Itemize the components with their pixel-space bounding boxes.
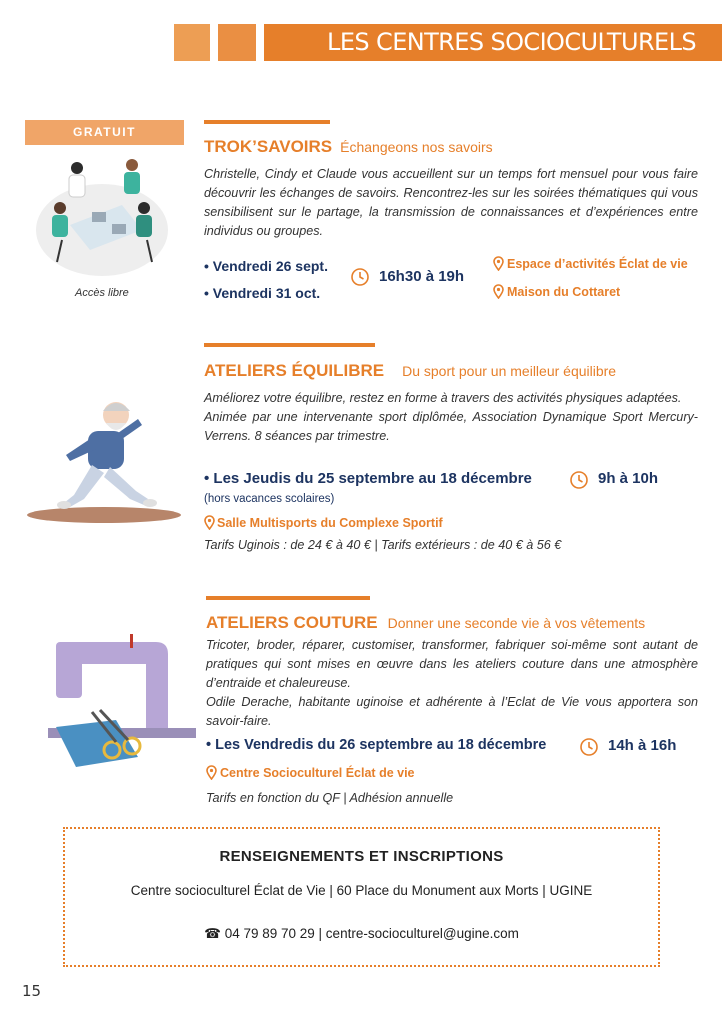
- equilibre-description-1: Améliorez votre équilibre, restez en forme à travers des activités physiques adaptées.: [204, 391, 682, 405]
- couture-description: [206, 636, 698, 731]
- trok-rule: [204, 120, 330, 124]
- header-title: LES CENTRES SOCIOCULTURELS: [327, 28, 696, 56]
- couture-date: • Les Vendredis du 26 septembre au 18 décembre: [206, 737, 547, 753]
- equilibre-title-text: ATELIERS ÉQUILIBRE: [204, 361, 385, 380]
- couture-place: Centre Socioculturel Éclat de vie: [220, 766, 415, 780]
- equilibre-prices: Tarifs Uginois : de 24 € à 40 € | Tarifs extérieurs : de 40 € à 56 €: [204, 538, 562, 552]
- equilibre-date-note: (hors vacances scolaires): [204, 493, 335, 505]
- location-pin-icon: [206, 765, 217, 780]
- page-number: 15: [22, 982, 42, 1000]
- trok-description-text: Christelle, Cindy et Claude vous accueillent sur un temps fort mensuel pour vous faire découvrir les échanges de savoirs. Rencontrez-les sur les soirées thématiques qui vous sensibilisent sur le partage, la transmission de connaissances et d’expériences entre individus ou groupes.: [204, 167, 698, 238]
- location-pin-icon: [204, 515, 215, 530]
- trok-subtitle: Échangeons nos savoirs: [340, 139, 493, 155]
- equilibre-date-text: Les Jeudis du 25 septembre au 18 décembre: [213, 470, 532, 487]
- trok-date-1: • Vendredi 26 sept.: [204, 258, 328, 274]
- equilibre-subtitle: Du sport pour un meilleur équilibre: [402, 363, 617, 379]
- runner-illustration: [26, 395, 184, 527]
- header-banner: [264, 24, 722, 61]
- couture-description-2: Odile Derache, habitante uginoise et adhérente à l’Eclat de Vie vous apportera son savoir-faire.: [206, 695, 698, 728]
- free-badge: GRATUIT: [25, 120, 184, 145]
- meeting-illustration: [32, 150, 172, 280]
- couture-title: [206, 613, 645, 633]
- equilibre-rule: [204, 343, 375, 347]
- trok-date-1-text: Vendredi 26 sept.: [212, 258, 328, 274]
- info-contact-text: 04 79 89 70 29 | centre-socioculturel@ugine.com: [224, 926, 519, 941]
- couture-prices: Tarifs en fonction du QF | Adhésion annuelle: [206, 791, 454, 805]
- info-address: Centre socioculturel Éclat de Vie | 60 Place du Monument aux Morts | UGINE: [130, 883, 593, 898]
- equilibre-time: 9h à 10h: [598, 470, 659, 487]
- equilibre-title: [204, 361, 616, 381]
- couture-description-1: Tricoter, broder, réparer, customiser, transformer, fabriquer soi-même sont autant de pratiques qui sont mises en œuvre dans les ateliers couture dans une atmosphère d’entraide et chaleureuse.: [206, 638, 698, 690]
- clock-icon: [350, 267, 370, 287]
- couture-title-text: ATELIERS COUTURE: [206, 613, 378, 632]
- equilibre-date: • Les Jeudis du 25 septembre au 18 décembre: [204, 470, 532, 487]
- phone-icon: ☎: [204, 926, 221, 941]
- trok-description: [204, 165, 698, 241]
- trok-title-text: TROK’SAVOIRS: [204, 137, 333, 156]
- couture-subtitle: Donner une seconde vie à vos vêtements: [387, 615, 646, 631]
- couture-date-text: Les Vendredis du 26 septembre au 18 décembre: [215, 737, 547, 753]
- equilibre-description: [204, 389, 698, 446]
- header-square-2: [218, 24, 256, 61]
- equilibre-description-2: Animée par une intervenante sport diplômée, Association Dynamique Sport Mercury-Verrens. 8 séances par trimestre.: [204, 410, 698, 443]
- clock-icon: [579, 737, 599, 757]
- info-contact: [65, 926, 658, 942]
- location-pin-icon: [493, 256, 504, 271]
- trok-date-2-text: Vendredi 31 oct.: [212, 285, 321, 301]
- info-title: RENSEIGNEMENTS ET INSCRIPTIONS: [219, 848, 504, 865]
- sewing-machine-illustration: [46, 632, 196, 772]
- couture-time: 14h à 16h: [608, 737, 677, 754]
- trok-place-1: Espace d’activités Éclat de vie: [507, 257, 688, 271]
- info-box: [63, 827, 660, 967]
- equilibre-place: Salle Multisports du Complexe Sportif: [217, 516, 443, 530]
- trok-time: 16h30 à 19h: [379, 268, 465, 285]
- trok-title: [204, 137, 493, 157]
- trok-date-2: • Vendredi 31 oct.: [204, 285, 321, 301]
- trok-place-2: Maison du Cottaret: [507, 285, 621, 299]
- free-access-caption: Accès libre: [75, 287, 129, 299]
- couture-rule: [206, 596, 370, 600]
- location-pin-icon: [493, 284, 504, 299]
- clock-icon: [569, 470, 589, 490]
- header-square-1: [174, 24, 210, 61]
